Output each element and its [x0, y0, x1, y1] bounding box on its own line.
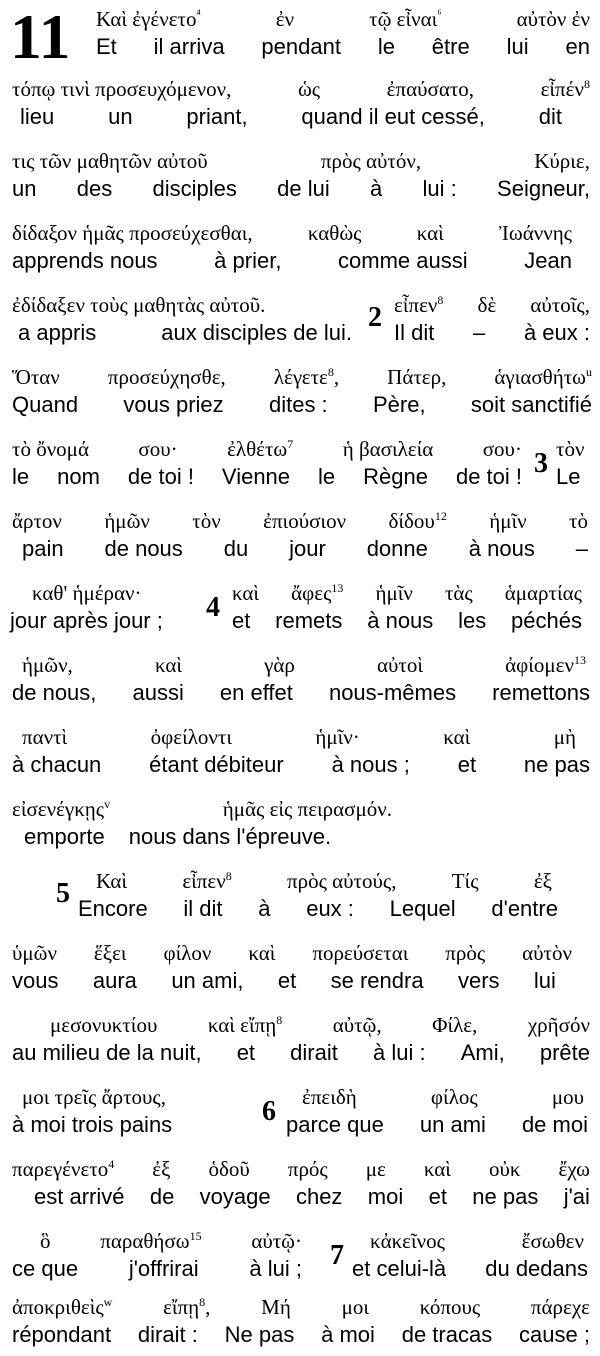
- french-line: Il dit – à eux :: [394, 320, 590, 345]
- line-8: [12, 508, 588, 563]
- verse-number-4: 4: [206, 592, 220, 623]
- line-11: [12, 724, 590, 779]
- french-line: lieu un priant, quand il eut cessé, dit: [20, 104, 562, 129]
- french-line: et remets à nous les péchés: [232, 608, 582, 633]
- french-line: parce que un ami de moi: [286, 1112, 588, 1137]
- greek-line: ἐδίδαξεν τοὺς μαθητὰς αὐτοῦ.: [12, 293, 266, 317]
- greek-line: καθ' ἡμέραν·: [32, 581, 142, 605]
- line-5-left: [12, 292, 352, 347]
- french-line: Et il arriva pendant le être lui en: [96, 34, 590, 59]
- french-line: de nous, aussi en effet nous-mêmes remettons: [12, 680, 590, 705]
- greek-line: τις τῶν μαθητῶν αὐτοῦ πρὸς αὐτόν, Κύριε,: [12, 149, 590, 173]
- line-10: [12, 652, 590, 707]
- line-7-right: τὸν Le: [556, 437, 585, 489]
- french-line: et celui-là du dedans: [352, 1256, 588, 1281]
- line-16-left: [12, 1084, 232, 1139]
- line-17: [12, 1156, 590, 1211]
- line-19: [12, 1294, 590, 1349]
- greek-line: μοι τρεῖς ἄρτους,: [22, 1085, 166, 1109]
- french-line: au milieu de la nuit, et dirait à lui : Ami, prête: [12, 1040, 590, 1065]
- french-line: à moi trois pains: [12, 1112, 173, 1137]
- greek-line: παντὶ ὀφείλοντι ἡμῖν· καὶ μὴ: [22, 725, 576, 749]
- chapter-number: 11: [10, 1, 71, 72]
- line-15: [12, 1012, 590, 1067]
- line-18-left: [12, 1228, 302, 1283]
- french-line: à chacun étant débiteur à nous ; et ne pas: [12, 752, 590, 777]
- french-line: un des disciples de lui à lui : Seigneur,: [12, 176, 590, 201]
- line-6: [12, 364, 592, 419]
- greek-line: Καὶ ἐγένετο$^{^4}$ ἐν τῷ εἶναι$^{^6}$ αὐτὸν ἐν: [96, 7, 590, 31]
- greek-line: ἄρτον ἡμῶν τὸν ἐπιούσιον δίδου$^{12}$ ἡμῖν τὸ: [12, 509, 588, 533]
- greek-line: εἰσενέγκῃς$^v$ ἡμᾶς εἰς πειρασμόν.: [12, 797, 392, 821]
- greek-line: ἀποκριθεὶς$^w$ εἴπῃ$^8$, Μή μοι κόπους πάρεχε: [12, 1295, 590, 1319]
- greek-line: Ὅταν προσεύχησθε, λέγετε$^8$, Πάτερ, ἁγιασθήτω$^u$: [12, 365, 592, 389]
- line-4: [12, 220, 572, 275]
- line-9-right: [232, 580, 582, 635]
- greek-line: παρεγένετο$^4$ ἐξ ὁδοῦ πρός με καὶ οὐκ ἔχω: [12, 1157, 590, 1181]
- french-line: pain de nous du jour donne à nous –: [22, 536, 588, 561]
- french-line: apprends nous à prier, comme aussi Jean: [12, 248, 572, 273]
- verse-number-7: 7: [330, 1240, 344, 1271]
- french-line: est arrivé de voyage chez moi et ne pas j'ai: [34, 1184, 590, 1209]
- french-line: Quand vous priez dites : Père, soit sanctifié: [12, 392, 592, 417]
- greek-line: ἡμῶν, καὶ γὰρ αὐτοὶ ἀφίομεν$^{13}$: [22, 653, 586, 677]
- line-1: [96, 6, 590, 61]
- line-13: [78, 868, 558, 923]
- verse-number-5: 5: [56, 878, 70, 909]
- line-12: [12, 796, 392, 851]
- french-line: jour après jour ;: [10, 608, 163, 633]
- verse-number-3: 3: [534, 448, 548, 479]
- greek-line: δίδαξον ἡμᾶς προσεύχεσθαι, καθὼς καὶ Ἰωάννης: [12, 221, 572, 245]
- french-line: a appris aux disciples de lui.: [18, 320, 352, 345]
- french-line: ce que j'offrirai à lui ;: [12, 1256, 302, 1281]
- line-5-right: [394, 292, 590, 347]
- greek-line: ὑμῶν ἕξει φίλον καὶ πορεύσεται πρὸς αὐτὸν: [12, 941, 572, 965]
- line-16-right: [286, 1084, 588, 1139]
- line-7-left: [12, 436, 522, 491]
- greek-line: Καὶ εἶπεν$^8$ πρὸς αὐτούς, Τίς ἐξ: [96, 869, 552, 893]
- greek-line: εἶπεν$^8$ δὲ αὐτοῖς,: [394, 293, 590, 317]
- line-2: [12, 76, 590, 131]
- greek-line: τόπῳ τινὶ προσευχόμενον, ὡς ἐπαύσατο, εἶπέν$^8$: [12, 77, 590, 101]
- greek-line: τὸ ὄνομά σου· ἐλθέτω$^7$ ἡ βασιλεία σου·: [12, 437, 522, 461]
- greek-line: ὃ παραθήσω$^{15}$ αὐτῷ·: [40, 1229, 302, 1253]
- verse-number-6: 6: [262, 1096, 276, 1127]
- french-line: Encore il dit à eux : Lequel d'entre: [78, 896, 558, 921]
- line-9-left: [10, 580, 200, 635]
- greek-line: μεσονυκτίου καὶ εἴπῃ$^8$ αὐτῷ, Φίλε, χρῆσόν: [50, 1013, 590, 1037]
- greek-line: κἀκεῖνος ἔσωθεν: [370, 1229, 584, 1253]
- greek-line: καὶ ἄφες$^{13}$ ἡμῖν τὰς ἁμαρτίας: [232, 581, 582, 605]
- french-line: vous aura un ami, et se rendra vers lui: [12, 968, 556, 993]
- line-18-right: [352, 1228, 588, 1283]
- french-line: répondant dirait : Ne pas à moi de tracas cause ;: [12, 1322, 590, 1347]
- line-14: [12, 940, 572, 995]
- french-line: emporte nous dans l'épreuve.: [24, 824, 332, 849]
- greek-line: ἐπειδὴ φίλος μου: [302, 1085, 584, 1109]
- french-line: le nom de toi ! Vienne le Règne de toi !: [12, 464, 522, 489]
- line-3: [12, 148, 590, 203]
- verse-number-2: 2: [368, 302, 382, 333]
